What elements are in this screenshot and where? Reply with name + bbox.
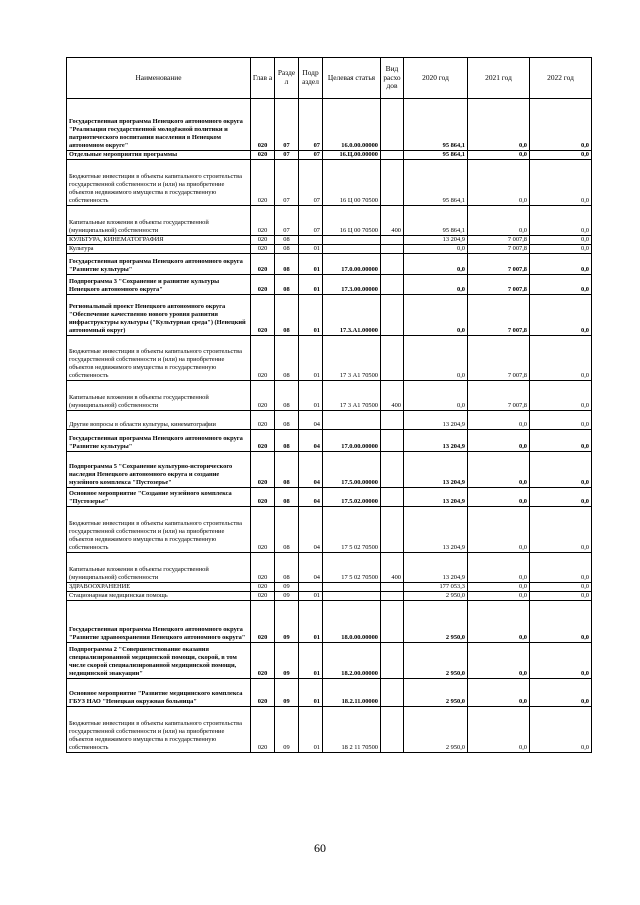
row-amount-2021: 0,0 xyxy=(468,411,530,430)
row-expense-type xyxy=(381,295,404,336)
table-row xyxy=(67,275,592,295)
row-target-article: 18.2.11.00000 xyxy=(323,679,381,707)
row-name: Подпрограмма 2 "Совершенствование оказания специализированной медицинской помощи, скорой, в том числе скорой специализированной медицинской помощи, медицинской эвакуации" xyxy=(67,643,251,679)
row-razdel: 08 xyxy=(275,336,299,381)
row-glava: 020 xyxy=(251,452,275,488)
row-target-article: 16 Ц 00 70500 xyxy=(323,206,381,236)
row-amount-2020: 0,0 xyxy=(404,275,468,295)
row-expense-type xyxy=(381,592,404,601)
row-amount-2022: 0,0 xyxy=(530,411,592,430)
table-row xyxy=(67,430,592,452)
row-amount-2021: 0,0 xyxy=(468,452,530,488)
row-glava: 020 xyxy=(251,553,275,583)
row-glava: 020 xyxy=(251,601,275,643)
row-podrazdel: 01 xyxy=(299,336,323,381)
row-razdel: 08 xyxy=(275,381,299,411)
row-name: Отдельные мероприятия программы xyxy=(67,151,251,160)
row-target-article: 18 2 11 70500 xyxy=(323,707,381,753)
row-target-article: 16 Ц 00 70500 xyxy=(323,160,381,206)
row-amount-2020: 0,0 xyxy=(404,381,468,411)
row-amount-2020: 13 204,9 xyxy=(404,553,468,583)
row-razdel: 09 xyxy=(275,592,299,601)
row-amount-2021: 7 007,8 xyxy=(468,245,530,254)
row-target-article: 17 3 А1 70500 xyxy=(323,381,381,411)
row-amount-2022: 0,0 xyxy=(530,643,592,679)
row-razdel: 08 xyxy=(275,430,299,452)
row-glava: 020 xyxy=(251,275,275,295)
row-amount-2022: 0,0 xyxy=(530,430,592,452)
row-amount-2022: 0,0 xyxy=(530,99,592,151)
row-name: Бюджетные инвестиции в объекты капитального строительства государственной собственности и (или) на приобретение объектов недвижимого имущества в государственную собственность xyxy=(67,160,251,206)
row-target-article xyxy=(323,245,381,254)
row-amount-2022: 0,0 xyxy=(530,507,592,553)
row-podrazdel: 01 xyxy=(299,275,323,295)
row-glava: 020 xyxy=(251,488,275,507)
row-expense-type xyxy=(381,411,404,430)
table-row xyxy=(67,245,592,254)
row-amount-2020: 95 864,1 xyxy=(404,151,468,160)
header-glava: Глав а xyxy=(251,58,275,99)
row-amount-2022: 0,0 xyxy=(530,452,592,488)
row-name: Другие вопросы в области культуры, кинематографии xyxy=(67,411,251,430)
row-glava: 020 xyxy=(251,430,275,452)
row-amount-2022: 0,0 xyxy=(530,275,592,295)
row-glava: 020 xyxy=(251,411,275,430)
row-glava: 020 xyxy=(251,254,275,275)
row-amount-2021: 0,0 xyxy=(468,553,530,583)
table-row xyxy=(67,488,592,507)
row-expense-type xyxy=(381,275,404,295)
row-amount-2021: 0,0 xyxy=(468,679,530,707)
row-target-article: 18.0.00.00000 xyxy=(323,601,381,643)
row-amount-2022: 0,0 xyxy=(530,601,592,643)
page-number: 60 xyxy=(314,841,326,855)
row-amount-2021: 7 007,8 xyxy=(468,381,530,411)
row-podrazdel: 01 xyxy=(299,643,323,679)
row-amount-2020: 13 204,9 xyxy=(404,507,468,553)
row-glava: 020 xyxy=(251,99,275,151)
row-target-article: 18.2.00.00000 xyxy=(323,643,381,679)
row-podrazdel: 04 xyxy=(299,430,323,452)
row-target-article: 17 5 02 70500 xyxy=(323,507,381,553)
row-amount-2021: 0,0 xyxy=(468,99,530,151)
row-amount-2021: 0,0 xyxy=(468,592,530,601)
row-target-article: 17.3.00.00000 xyxy=(323,275,381,295)
row-podrazdel: 01 xyxy=(299,679,323,707)
row-expense-type xyxy=(381,601,404,643)
row-name: Капитальные вложения в объекты государственной (муниципальной) собственности xyxy=(67,206,251,236)
row-podrazdel: 04 xyxy=(299,488,323,507)
row-amount-2021: 0,0 xyxy=(468,151,530,160)
row-amount-2020: 95 864,1 xyxy=(404,160,468,206)
row-podrazdel: 01 xyxy=(299,245,323,254)
row-glava: 020 xyxy=(251,643,275,679)
row-podrazdel: 01 xyxy=(299,381,323,411)
row-razdel: 07 xyxy=(275,99,299,151)
row-amount-2022: 0,0 xyxy=(530,592,592,601)
row-razdel: 09 xyxy=(275,679,299,707)
row-amount-2022: 0,0 xyxy=(530,254,592,275)
row-amount-2021: 7 007,8 xyxy=(468,275,530,295)
row-amount-2020: 13 204,9 xyxy=(404,236,468,245)
row-amount-2021: 7 007,8 xyxy=(468,336,530,381)
row-amount-2020: 0,0 xyxy=(404,245,468,254)
row-amount-2022: 0,0 xyxy=(530,295,592,336)
row-name: Подпрограмма 3 "Сохранение и развитие культуры Ненецкого автономного округа" xyxy=(67,275,251,295)
row-amount-2020: 2 950,0 xyxy=(404,592,468,601)
row-razdel: 07 xyxy=(275,151,299,160)
row-target-article xyxy=(323,411,381,430)
header-year-2022: 2022 год xyxy=(530,58,592,99)
row-razdel: 09 xyxy=(275,707,299,753)
row-glava: 020 xyxy=(251,206,275,236)
row-target-article: 17.3.А1.00000 xyxy=(323,295,381,336)
row-podrazdel: 04 xyxy=(299,411,323,430)
row-name: Капитальные вложения в объекты государственной (муниципальной) собственности xyxy=(67,553,251,583)
budget-table xyxy=(66,57,592,753)
table-row xyxy=(67,452,592,488)
row-amount-2020: 0,0 xyxy=(404,295,468,336)
table-body xyxy=(67,99,592,753)
row-razdel: 08 xyxy=(275,245,299,254)
row-name: Государственная программа Ненецкого автономного округа "Реализация государственной молодёжной политики и патриотического воспитания населения в Ненецком автономном округе" xyxy=(67,99,251,151)
table-row xyxy=(67,679,592,707)
row-amount-2022: 0,0 xyxy=(530,336,592,381)
row-podrazdel: 07 xyxy=(299,99,323,151)
row-name: Подпрограмма 5 "Сохранение культурно-исторического наследия Ненецкого автономного округа и создание музейного комплекса "Пустозерье" xyxy=(67,452,251,488)
row-name: Бюджетные инвестиции в объекты капитального строительства государственной собственности и (или) на приобретение объектов недвижимого имущества в государственную собственность xyxy=(67,507,251,553)
table-row xyxy=(67,601,592,643)
row-amount-2022: 0,0 xyxy=(530,236,592,245)
row-expense-type xyxy=(381,99,404,151)
row-target-article: 17.0.00.00000 xyxy=(323,430,381,452)
row-expense-type: 400 xyxy=(381,553,404,583)
row-amount-2022: 0,0 xyxy=(530,151,592,160)
row-amount-2022: 0,0 xyxy=(530,553,592,583)
table-row xyxy=(67,381,592,411)
row-expense-type xyxy=(381,679,404,707)
row-expense-type: 400 xyxy=(381,206,404,236)
header-name: Наименование xyxy=(67,58,251,99)
table-row xyxy=(67,254,592,275)
header-year-2020: 2020 год xyxy=(404,58,468,99)
row-amount-2020: 13 204,9 xyxy=(404,452,468,488)
row-name: ЗДРАВООХРАНЕНИЕ xyxy=(67,583,251,592)
row-expense-type xyxy=(381,254,404,275)
row-expense-type xyxy=(381,160,404,206)
row-amount-2020: 2 950,0 xyxy=(404,707,468,753)
row-amount-2020: 2 950,0 xyxy=(404,679,468,707)
header-expense-type: Вид расхо дов xyxy=(381,58,404,99)
row-podrazdel: 01 xyxy=(299,295,323,336)
row-glava: 020 xyxy=(251,381,275,411)
table-row xyxy=(67,336,592,381)
row-amount-2020: 13 204,9 xyxy=(404,430,468,452)
row-razdel: 09 xyxy=(275,643,299,679)
row-amount-2020: 13 204,9 xyxy=(404,488,468,507)
row-podrazdel: 01 xyxy=(299,707,323,753)
row-name: Культура xyxy=(67,245,251,254)
row-amount-2021: 0,0 xyxy=(468,707,530,753)
row-amount-2021: 0,0 xyxy=(468,430,530,452)
row-expense-type xyxy=(381,488,404,507)
row-amount-2020: 0,0 xyxy=(404,336,468,381)
row-amount-2022: 0,0 xyxy=(530,583,592,592)
row-name: Региональный проект Ненецкого автономного округа "Обеспечение качественно нового уровня развития инфраструктуры культуры ("Культурная среда") (Ненецкий автономный округ) xyxy=(67,295,251,336)
header-podrazdel: Подр аздел xyxy=(299,58,323,99)
row-name: Государственная программа Ненецкого автономного округа "Развитие культуры" xyxy=(67,254,251,275)
row-expense-type xyxy=(381,151,404,160)
row-amount-2022: 0,0 xyxy=(530,160,592,206)
row-name: Основное мероприятие "Развитие медицинского комплекса ГБУЗ НАО "Ненецкая окружная больница" xyxy=(67,679,251,707)
row-glava: 020 xyxy=(251,295,275,336)
row-amount-2021: 0,0 xyxy=(468,643,530,679)
row-amount-2022: 0,0 xyxy=(530,707,592,753)
row-target-article: 17 5 02 70500 xyxy=(323,553,381,583)
row-amount-2020: 2 950,0 xyxy=(404,601,468,643)
row-expense-type xyxy=(381,707,404,753)
row-glava: 020 xyxy=(251,236,275,245)
row-name: Бюджетные инвестиции в объекты капитального строительства государственной собственности и (или) на приобретение объектов недвижимого имущества в государственную собственность xyxy=(67,707,251,753)
row-razdel: 08 xyxy=(275,411,299,430)
row-amount-2022: 0,0 xyxy=(530,488,592,507)
row-amount-2021: 0,0 xyxy=(468,507,530,553)
row-podrazdel: 01 xyxy=(299,592,323,601)
table-row xyxy=(67,206,592,236)
row-target-article: 16.0.00.00000 xyxy=(323,99,381,151)
row-razdel: 08 xyxy=(275,488,299,507)
row-razdel: 07 xyxy=(275,160,299,206)
row-name: Капитальные вложения в объекты государственной (муниципальной) собственности xyxy=(67,381,251,411)
row-target-article: 17.5.00.00000 xyxy=(323,452,381,488)
row-amount-2021: 7 007,8 xyxy=(468,295,530,336)
row-target-article xyxy=(323,583,381,592)
table-row xyxy=(67,583,592,592)
table-row xyxy=(67,507,592,553)
row-razdel: 08 xyxy=(275,553,299,583)
row-target-article: 16.Ц.00.00000 xyxy=(323,151,381,160)
table-row xyxy=(67,553,592,583)
row-podrazdel: 01 xyxy=(299,601,323,643)
row-expense-type xyxy=(381,452,404,488)
row-podrazdel xyxy=(299,236,323,245)
row-glava: 020 xyxy=(251,592,275,601)
row-amount-2021: 0,0 xyxy=(468,583,530,592)
row-podrazdel: 04 xyxy=(299,507,323,553)
row-expense-type xyxy=(381,336,404,381)
row-amount-2022: 0,0 xyxy=(530,381,592,411)
row-amount-2020: 2 950,0 xyxy=(404,643,468,679)
row-podrazdel: 07 xyxy=(299,206,323,236)
table-row xyxy=(67,160,592,206)
row-razdel: 07 xyxy=(275,206,299,236)
row-amount-2021: 0,0 xyxy=(468,488,530,507)
row-razdel: 09 xyxy=(275,601,299,643)
table-row xyxy=(67,151,592,160)
row-amount-2020: 177 053,3 xyxy=(404,583,468,592)
row-amount-2021: 0,0 xyxy=(468,160,530,206)
row-name: КУЛЬТУРА, КИНЕМАТОГРАФИЯ xyxy=(67,236,251,245)
row-expense-type xyxy=(381,236,404,245)
row-razdel: 08 xyxy=(275,275,299,295)
row-target-article: 17.5.02.00000 xyxy=(323,488,381,507)
row-glava: 020 xyxy=(251,336,275,381)
row-amount-2021: 7 007,8 xyxy=(468,236,530,245)
row-podrazdel: 07 xyxy=(299,151,323,160)
row-amount-2020: 95 864,1 xyxy=(404,99,468,151)
header-row xyxy=(67,58,592,99)
row-glava: 020 xyxy=(251,679,275,707)
row-name: Основное мероприятие "Создание музейного комплекса "Пустозерье" xyxy=(67,488,251,507)
row-amount-2020: 0,0 xyxy=(404,254,468,275)
row-amount-2021: 0,0 xyxy=(468,601,530,643)
budget-table-page xyxy=(66,57,591,753)
row-razdel: 09 xyxy=(275,583,299,592)
table-row xyxy=(67,411,592,430)
row-glava: 020 xyxy=(251,707,275,753)
table-row xyxy=(67,707,592,753)
row-target-article xyxy=(323,592,381,601)
row-name: Бюджетные инвестиции в объекты капитального строительства государственной собственности и (или) на приобретение объектов недвижимого имущества в государственную собственность xyxy=(67,336,251,381)
row-target-article xyxy=(323,236,381,245)
row-razdel: 08 xyxy=(275,452,299,488)
row-amount-2020: 13 204,9 xyxy=(404,411,468,430)
row-expense-type xyxy=(381,643,404,679)
row-target-article: 17.0.00.00000 xyxy=(323,254,381,275)
row-glava: 020 xyxy=(251,151,275,160)
row-podrazdel: 04 xyxy=(299,452,323,488)
row-target-article: 17 3 А1 70500 xyxy=(323,336,381,381)
row-glava: 020 xyxy=(251,507,275,553)
row-amount-2020: 95 864,1 xyxy=(404,206,468,236)
row-podrazdel xyxy=(299,583,323,592)
header-target-article: Целевая статья xyxy=(323,58,381,99)
row-podrazdel: 04 xyxy=(299,553,323,583)
row-amount-2022: 0,0 xyxy=(530,679,592,707)
row-glava: 020 xyxy=(251,160,275,206)
row-podrazdel: 07 xyxy=(299,160,323,206)
row-amount-2021: 7 007,8 xyxy=(468,254,530,275)
row-glava: 020 xyxy=(251,245,275,254)
table-row xyxy=(67,295,592,336)
table-row xyxy=(67,236,592,245)
row-expense-type: 400 xyxy=(381,381,404,411)
row-razdel: 08 xyxy=(275,507,299,553)
row-name: Стационарная медицинская помощь xyxy=(67,592,251,601)
row-expense-type xyxy=(381,245,404,254)
row-name: Государственная программа Ненецкого автономного округа "Развитие культуры" xyxy=(67,430,251,452)
row-expense-type xyxy=(381,583,404,592)
row-razdel: 08 xyxy=(275,236,299,245)
row-amount-2021: 0,0 xyxy=(468,206,530,236)
row-expense-type xyxy=(381,430,404,452)
row-name: Государственная программа Ненецкого автономного округа "Развитие здравоохранения Ненецкого автономного округа" xyxy=(67,601,251,643)
table-row xyxy=(67,99,592,151)
row-razdel: 08 xyxy=(275,254,299,275)
row-podrazdel: 01 xyxy=(299,254,323,275)
row-amount-2022: 0,0 xyxy=(530,245,592,254)
row-amount-2022: 0,0 xyxy=(530,206,592,236)
table-row xyxy=(67,592,592,601)
header-razdel: Разде л xyxy=(275,58,299,99)
header-year-2021: 2021 год xyxy=(468,58,530,99)
table-row xyxy=(67,643,592,679)
row-expense-type xyxy=(381,507,404,553)
row-glava: 020 xyxy=(251,583,275,592)
row-razdel: 08 xyxy=(275,295,299,336)
